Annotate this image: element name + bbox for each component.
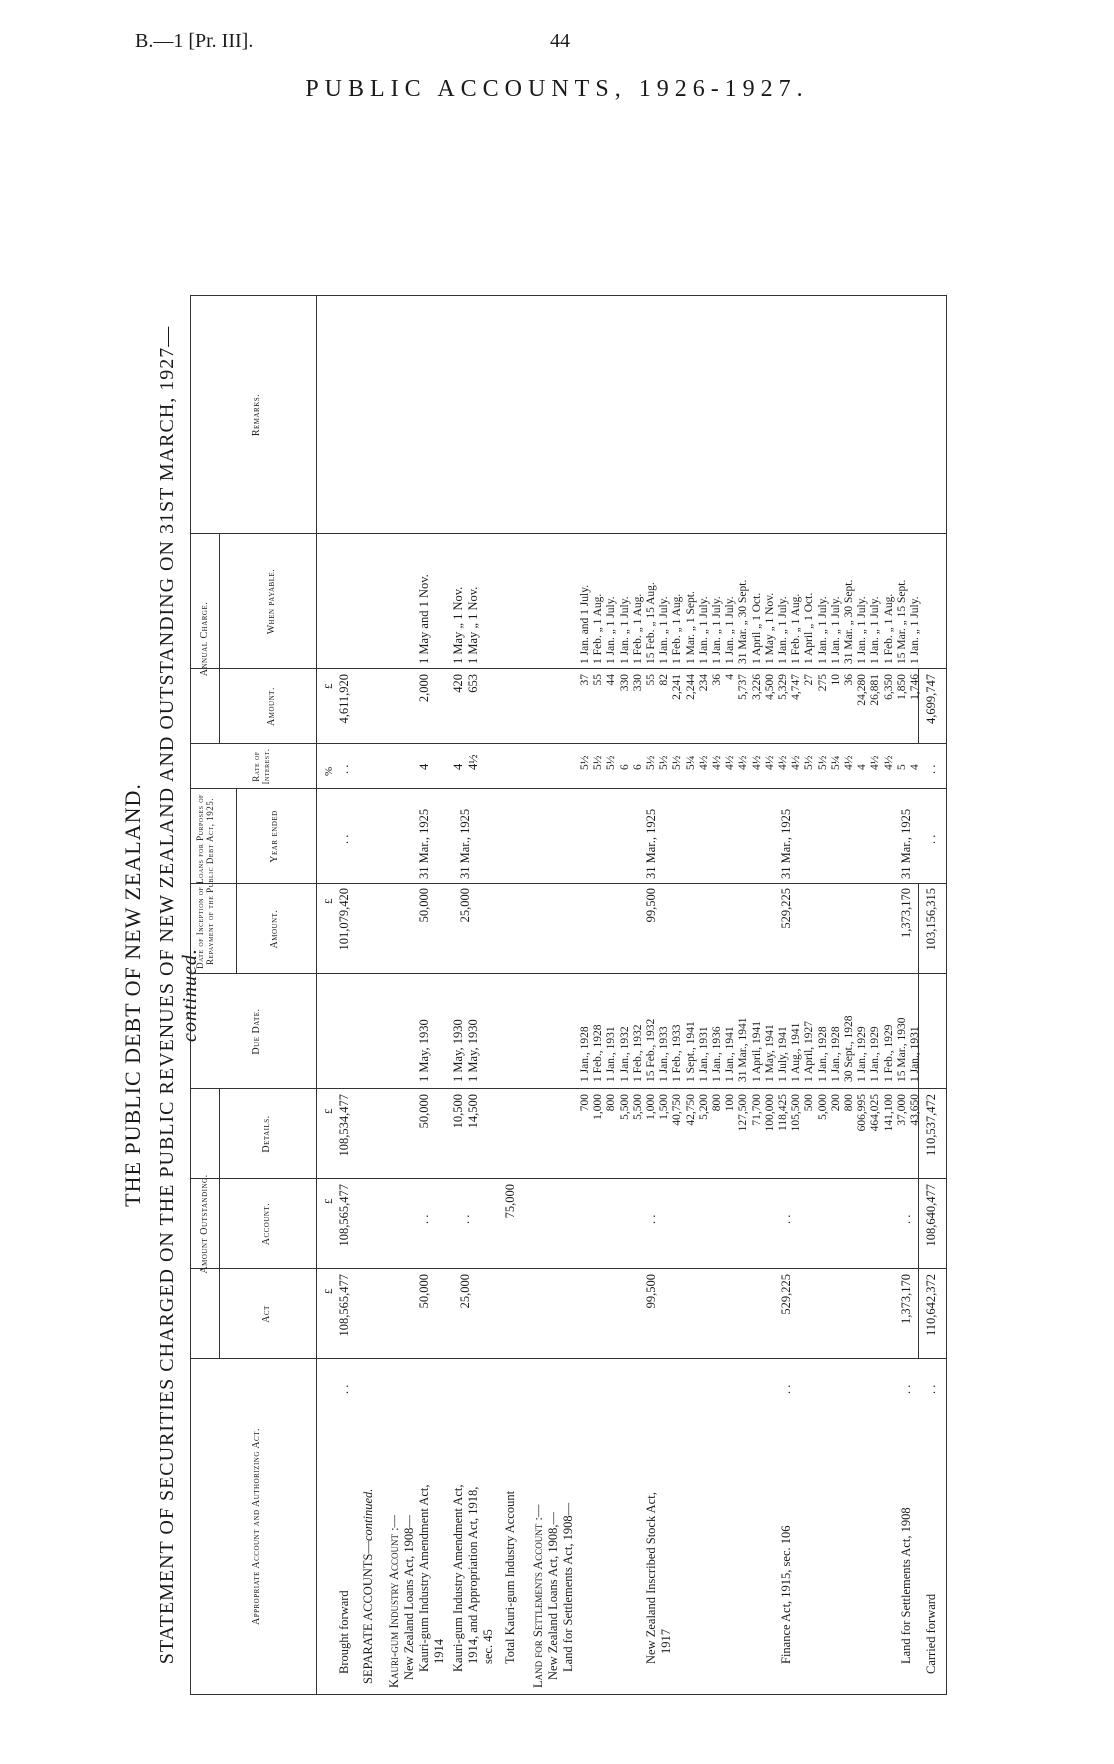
rate-cell: 5½: [803, 755, 816, 770]
charge-cell: 55: [592, 674, 605, 686]
col-header-act: Appropriate Account and Authorizing Act.: [251, 1428, 262, 1626]
due-date-cell: 1 April, 1927: [803, 1020, 816, 1082]
payable-cell: 1 Jan. „ 1 July.: [724, 596, 737, 664]
charge-cell: 27: [803, 674, 816, 686]
due-date-cell: 30 Sept., 1928: [843, 1015, 855, 1082]
due-date-cell: 1 Jan., 1933: [658, 1026, 671, 1082]
rate-cell: 4: [909, 764, 921, 770]
payable-cell: 1 Jan. „ 1 July.: [856, 596, 869, 664]
details-cell: 500: [803, 1094, 816, 1112]
due-date-cell: 1 Sept., 1941: [684, 1021, 697, 1082]
details-cell: 5,200: [697, 1094, 710, 1120]
payable-cell: 31 Mar. „ 30 Sept.: [737, 579, 750, 664]
charge-cell: 4: [724, 674, 737, 680]
kauri-heading: Kauri-gum Industry Account :—: [387, 1514, 401, 1688]
payable-cell: 1 Jan. and 1 July.: [579, 584, 591, 664]
details-cell: 1,500: [658, 1094, 671, 1120]
payable-cell: 1 Jan. „ 1 July.: [869, 596, 882, 664]
due-date-cell: 1 Jan., 1928: [579, 1026, 591, 1082]
payable-cell: 15 Mar. „ 15 Sept.: [895, 579, 908, 664]
payable-cell: 15 Feb. „ 15 Aug.: [645, 582, 657, 664]
rate-cell: 4½: [882, 755, 895, 770]
payable-cell: 1 Feb. „ 1 Aug.: [592, 593, 605, 664]
brought-forward-row: Brought forward . . 108,565,477 108,565,477 108,534,477 101,079,420 . . . . 4,611,920: [337, 674, 351, 1674]
kauri-line2b: 1914: [432, 1639, 446, 1664]
col-header-ac-amount: Amount.: [266, 687, 277, 726]
payable-cell: 1 Jan. „ 1 July.: [909, 596, 921, 664]
payable-cell: 31 Mar. „ 30 Sept.: [843, 579, 855, 664]
details-cell: 464,025: [869, 1094, 882, 1132]
charge-cell: 36: [711, 674, 723, 686]
document-title: THE PUBLIC DEBT OF NEW ZEALAND.: [120, 783, 145, 1207]
payable-cell: 1 Feb. „ 1 Aug.: [882, 593, 895, 664]
due-date-cell: 1 Jan., 1931: [909, 1026, 921, 1082]
rate-cell: 5½: [816, 755, 829, 770]
rate-cell: 4½: [790, 755, 803, 770]
settlements-heading: Land for Settlements Account :—: [531, 1504, 545, 1688]
details-cell: 5,500: [631, 1094, 644, 1120]
payable-cell: 1 Feb. „ 1 Aug.: [790, 593, 803, 664]
rate-cell: 5½: [658, 755, 671, 770]
charge-cell: 37: [579, 674, 591, 686]
due-date-cell: 1 Jan., 1928: [829, 1026, 842, 1082]
kauri-total-row: Total Kauri-gum Industry Account 75,000: [503, 1184, 517, 1664]
details-cell: 42,750: [684, 1094, 697, 1126]
charge-cell: 1,746: [909, 674, 921, 700]
details-cell: 105,500: [790, 1094, 803, 1132]
payable-cell: 1 May „ 1 Nov.: [763, 592, 776, 664]
charge-cell: 2,244: [684, 674, 697, 700]
page-number: 44: [550, 30, 570, 52]
payable-cell: 1 Jan. „ 1 July.: [605, 596, 618, 664]
rate-cell: 5½: [671, 755, 684, 770]
charge-cell: 2,241: [671, 674, 684, 700]
details-cell: 43,650: [909, 1094, 921, 1126]
details-cell: 5,500: [618, 1094, 631, 1120]
details-cell: 200: [829, 1094, 842, 1112]
charge-cell: 10: [829, 674, 842, 686]
settlements-line2: Land for Settlements Act, 1908—: [561, 1502, 575, 1672]
charge-cell: 234: [697, 674, 710, 692]
details-cell: 100,000: [763, 1094, 776, 1132]
payable-cell: 1 Jan. „ 1 July.: [711, 596, 723, 664]
page-reference: B.—1 [Pr. III].: [135, 30, 254, 52]
due-date-cell: 1 Jan., 1931: [605, 1026, 618, 1082]
details-cell: 127,500: [737, 1094, 750, 1132]
group3-label: Land for Settlements Act, 1908 . . 1,373,170 . . 1,373,170 31 Mar., 1925: [899, 808, 913, 1664]
rate-cell: 4½: [750, 755, 763, 770]
col-header-inc-year: Year ended: [269, 810, 280, 863]
rate-cell: 4½: [737, 755, 750, 770]
details-cell: 5,000: [816, 1094, 829, 1120]
rate-cell: 4: [856, 764, 869, 770]
due-date-cell: 1 May, 1941: [763, 1024, 776, 1082]
rate-cell: 5½: [592, 755, 605, 770]
rate-cell: 5½: [579, 755, 591, 770]
statement-title: STATEMENT OF SECURITIES CHARGED ON THE PUBLIC REVENUES OF NEW ZEALAND AND OUTSTANDING ON 31ST MARCH, 1927—continued.: [156, 325, 201, 1665]
units-row: £ £ £ £ % £: [323, 683, 335, 1294]
payable-cell: 1 Jan. „ 1 July.: [618, 596, 631, 664]
payable-cell: 1 April „ 1 Oct.: [803, 592, 816, 664]
charge-cell: 4,500: [763, 674, 776, 700]
payable-cell: 1 Jan. „ 1 July.: [658, 596, 671, 664]
charge-cell: 4,747: [790, 674, 803, 700]
due-date-cell: 1 Jan., 1941: [724, 1026, 737, 1082]
due-date-cell: 31 Mar., 1941: [737, 1017, 750, 1082]
charge-cell: 5,329: [777, 674, 789, 700]
rate-cell: 4½: [763, 755, 776, 770]
group2-label: Finance Act, 1915, sec. 106 . . 529,225 . . 529,225 31 Mar., 1925: [779, 808, 793, 1664]
rotated-table-page: [120, 295, 950, 1695]
details-cell: 71,700: [750, 1094, 763, 1126]
settlements-line1: New Zealand Loans Act, 1908,—: [546, 1511, 560, 1680]
due-date-cell: 1 Jan., 1936: [711, 1026, 723, 1082]
details-cell: 40,750: [671, 1094, 684, 1126]
rate-cell: 4½: [697, 755, 710, 770]
charge-cell: 55: [645, 674, 657, 686]
rate-cell: 4½: [711, 755, 723, 770]
details-cell: 1,000: [592, 1094, 605, 1120]
details-cell: 606,995: [856, 1094, 869, 1132]
rate-cell: 5½: [605, 755, 618, 770]
charge-cell: 82: [658, 674, 671, 686]
due-date-cell: 15 Mar., 1930: [895, 1017, 908, 1082]
charge-cell: 36: [843, 674, 855, 686]
due-date-cell: 1 Jan., 1932: [618, 1026, 631, 1082]
group1-label-a: New Zealand Inscribed Stock Act, 99,500 . . 99,500 31 Mar., 1925: [644, 808, 658, 1664]
charge-cell: 44: [605, 674, 618, 686]
col-header-amount-outstanding: Amount Outstanding.: [199, 1174, 210, 1274]
due-date-cell: 1 April, 1941: [750, 1020, 763, 1082]
col-header-inception: Date of Inception of Loans for Purposes of Repayment of the Public Debt Act, 1925.: [195, 794, 216, 969]
charge-cell: 24,280: [856, 674, 869, 706]
col-header-due-date: Due Date.: [251, 1008, 262, 1055]
charge-cell: 6,350: [882, 674, 895, 700]
payable-cell: 1 April „ 1 Oct.: [750, 592, 763, 664]
rate-cell: 5¼: [829, 755, 842, 770]
due-date-cell: 1 Feb., 1929: [882, 1024, 895, 1082]
rate-cell: 6: [618, 764, 631, 770]
details-cell: 118,425: [777, 1094, 789, 1131]
payable-cell: 1 Jan. „ 1 July.: [777, 596, 789, 664]
details-cell: 800: [711, 1094, 723, 1112]
payable-cell: 1 Jan. „ 1 July.: [816, 596, 829, 664]
charge-cell: 330: [618, 674, 631, 692]
due-date-cell: 1 Jan., 1928: [816, 1026, 829, 1082]
payable-cell: 1 Feb. „ 1 Aug.: [631, 593, 644, 664]
kauri-line1: New Zealand Loans Act, 1908—: [402, 1515, 416, 1680]
col-header-annual-charge: Annual Charge.: [199, 601, 210, 677]
kauri-line3c: sec. 45: [481, 1629, 495, 1664]
due-date-cell: 1 Feb., 1933: [671, 1024, 684, 1082]
col-header-remarks: Remarks.: [251, 393, 262, 437]
rate-cell: 4½: [869, 755, 882, 770]
rate-cell: 5¼: [684, 755, 697, 770]
rate-cell: 4½: [843, 755, 855, 770]
details-cell: 700: [579, 1094, 591, 1112]
details-cell: 800: [843, 1094, 855, 1112]
due-date-cell: 1 Feb., 1932: [631, 1024, 644, 1082]
details-cell: 141,100: [882, 1094, 895, 1132]
group1-label-b: 1917: [659, 1629, 673, 1654]
kauri-row1: Kauri-gum Industry Amendment Act, 50,000 . . 50,000 1 May, 1930 50,000 31 Mar., 1925 4 2,000 1 May and 1 Nov.: [417, 574, 431, 1672]
payable-cell: 1 Feb. „ 1 Aug.: [671, 593, 684, 664]
charge-cell: 26,881: [869, 674, 882, 706]
details-cell: 1,000: [645, 1094, 657, 1120]
due-date-cell: 1 Jan., 1929: [869, 1026, 882, 1082]
rate-cell: 5½: [645, 755, 657, 770]
charge-cell: 1,850: [895, 674, 908, 700]
details-cell: 800: [605, 1094, 618, 1112]
col-header-details: Details.: [261, 1115, 272, 1153]
due-date-cell: 15 Feb., 1932: [645, 1018, 657, 1082]
charge-cell: 5,737: [737, 674, 750, 700]
kauri-row2a: Kauri-gum Industry Amendment Act, 25,000 . . 10,500 1 May, 1930 25,000 31 Mar., 1925 4 420 1 May „ 1 Nov.: [451, 586, 472, 1672]
col-header-act-sub: Act: [261, 1305, 272, 1323]
charge-cell: 3,226: [750, 674, 763, 700]
payable-cell: 1 Jan. „ 1 July.: [829, 596, 842, 664]
kauri-row2b: 1914, and Appropriation Act, 1918, 14,500 1 May, 1930 4½ 653 1 May „ 1 Nov.: [466, 586, 480, 1664]
rate-cell: 5: [895, 764, 908, 770]
rate-cell: 4½: [724, 755, 737, 770]
payable-cell: 1 Jan. „ 1 July.: [697, 596, 710, 664]
carried-forward-row: Carried forward . . 110,642,372 108,640,477 110,537,472 103,156,315 . . . . 4,699,747: [924, 674, 938, 1674]
due-date-cell: 1 Jan., 1929: [856, 1026, 869, 1082]
col-header-account: Account.: [261, 1202, 272, 1246]
col-header-rate: Rate of Interest.: [251, 748, 271, 785]
details-cell: 100: [724, 1094, 737, 1112]
rate-cell: 4½: [777, 755, 789, 770]
separate-accounts-heading: SEPARATE ACCOUNTS—continued.: [361, 1488, 375, 1684]
rate-cell: 6: [631, 764, 644, 770]
running-title: PUBLIC ACCOUNTS, 1926-1927.: [305, 76, 809, 102]
col-header-when-payable: When payable.: [266, 568, 277, 635]
payable-cell: 1 Mar. „ 1 Sept.: [684, 591, 697, 664]
debt-table: [190, 295, 947, 1695]
details-cell: 37,000: [895, 1094, 908, 1126]
due-date-cell: 1 Feb., 1928: [592, 1024, 605, 1082]
due-date-cell: 1 Aug., 1941: [790, 1022, 803, 1082]
charge-cell: 330: [631, 674, 644, 692]
due-date-cell: 1 Jan., 1931: [697, 1026, 710, 1082]
charge-cell: 275: [816, 674, 829, 692]
due-date-cell: 1 July, 1941: [777, 1026, 789, 1082]
col-header-inc-amount: Amount.: [269, 909, 280, 949]
